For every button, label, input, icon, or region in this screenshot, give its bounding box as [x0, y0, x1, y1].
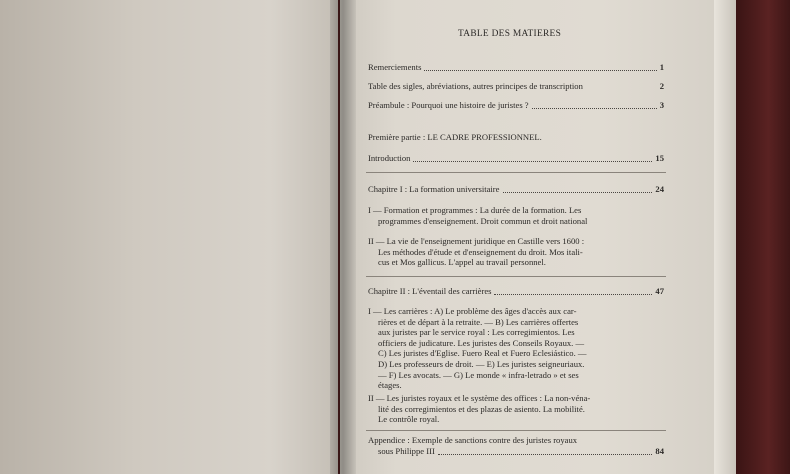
book-gutter — [330, 0, 356, 474]
chapter2-section-1: I — Les carrières : A) Le problème des âges d'accès aux car- rières et de départ à la retraite. — B) Les carrières offertes aux juristes par le service royal : Les corregimientos. Les officiers de judicature. Les juristes des Conseils Royaux. — C) Les juristes d'Eglise. Fuero Real et Fuero Eclesiástico. — D) Les professeurs de droit. — E) Les juristes seigneuriaux. — F) Les avocats. — G) Le monde « infra-letrado » et ses étages. — [368, 306, 587, 391]
toc-entry-appendix: sous Philippe III 84 — [378, 446, 664, 456]
toc-entry-chapter2: Chapitre II : L'éventail des carrières 47 — [368, 286, 664, 296]
backdrop — [736, 0, 790, 474]
divider — [366, 430, 666, 431]
toc-entry-sigles: Table des sigles, abréviations, autres principes de transcription 2 — [368, 81, 664, 91]
part-heading: Première partie : LE CADRE PROFESSIONNEL. — [368, 132, 542, 142]
toc-entry-chapter1: Chapitre I : La formation universitaire 24 — [368, 184, 664, 194]
toc-entry-introduction: Introduction 15 — [368, 153, 664, 163]
left-page — [0, 0, 338, 474]
chapter1-section-2: II — La vie de l'enseignement juridique en Castille vers 1600 : Les méthodes d'étude et d'enseignement du droit. Mos itali- cus et Mos gallicus. L'appel au travail personnel. — [368, 236, 585, 268]
chapter1-section-1: I — Formation et programmes : La durée de la formation. Les programmes d'enseignement. Droit commun et droit national — [368, 205, 588, 226]
chapter2-section-2: II — Les juristes royaux et le système des offices : La non-véna- lité des corregimientos et des plazas de asiento. La mobilité. Le contrôle royal. — [368, 393, 591, 425]
toc-title: TABLE DES MATIERES — [458, 29, 562, 39]
toc-entry-preambule: Préambule : Pourquoi une histoire de juristes ? 3 — [368, 100, 664, 110]
toc-entry-remerciements: Remerciements 1 — [368, 62, 664, 72]
divider — [366, 172, 666, 173]
appendix-line1: Appendice : Exemple de sanctions contre des juristes royaux — [368, 435, 578, 445]
page-edge — [714, 0, 736, 474]
divider — [366, 276, 666, 277]
